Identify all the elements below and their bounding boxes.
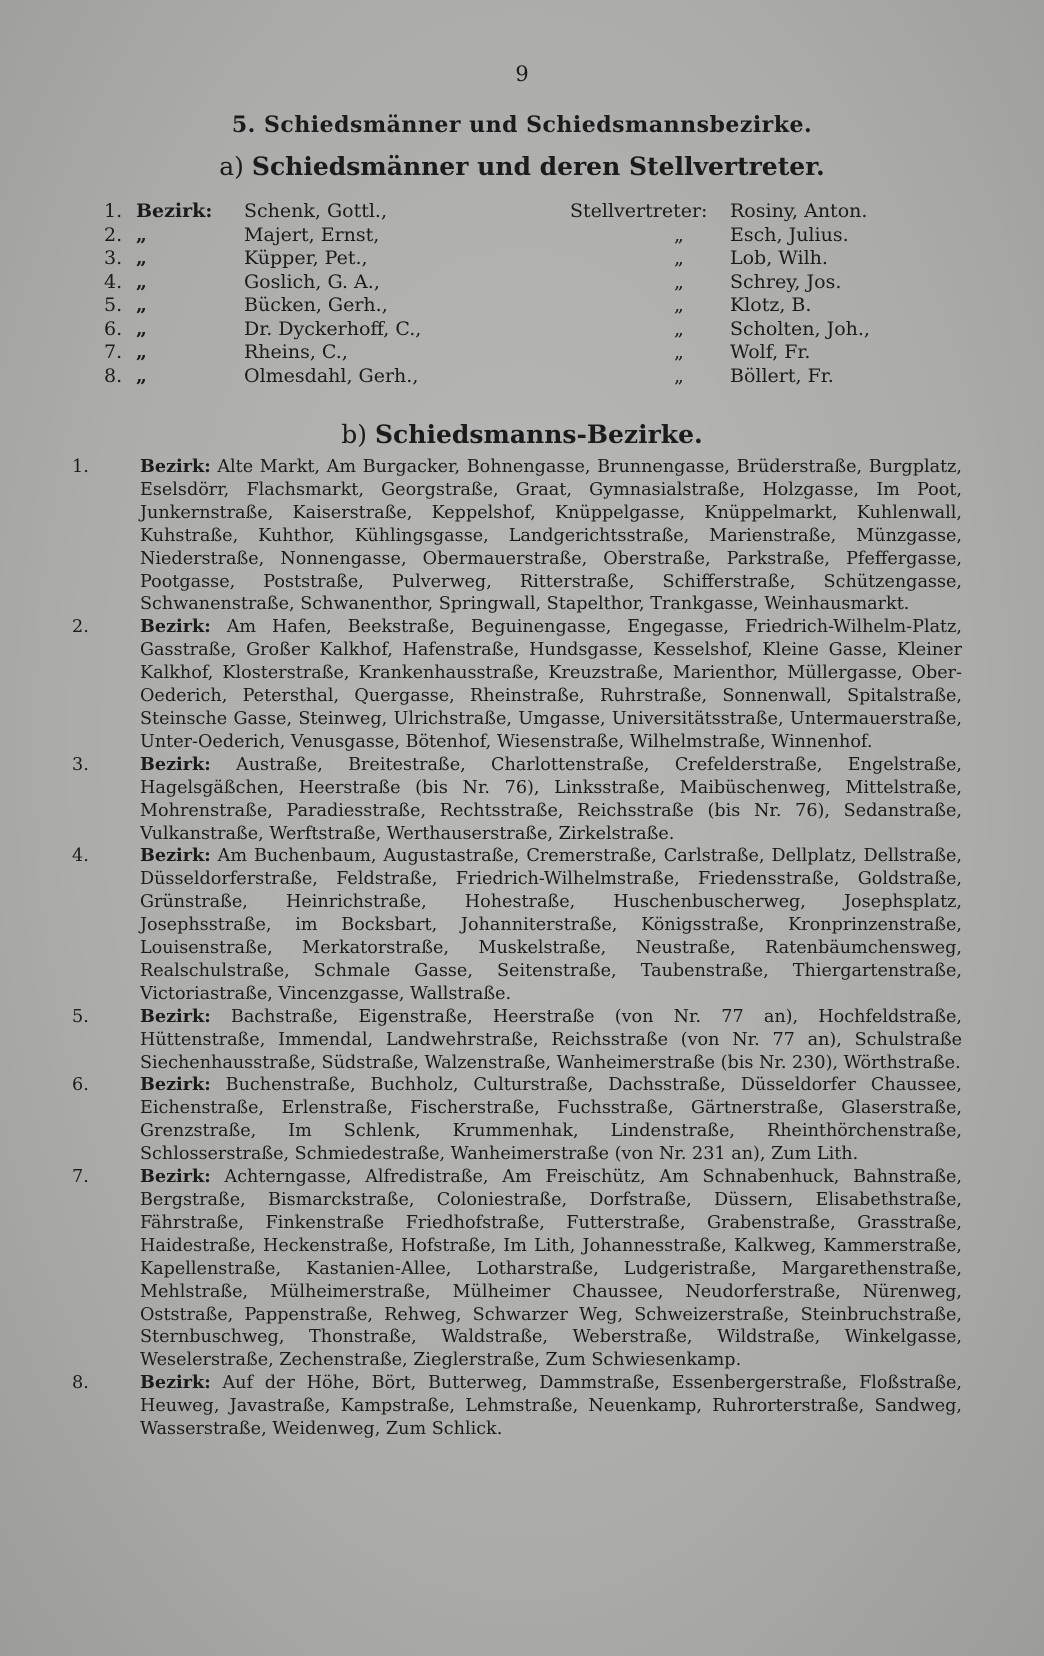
district-label: Bezirk: xyxy=(140,845,211,867)
deputy-name: Rosiny, Anton. xyxy=(730,200,868,222)
district-number: 2. xyxy=(72,617,89,638)
arbitrator-name: Olmesdahl, Gerh., xyxy=(244,364,419,387)
arbitrator-name: Majert, Ernst, xyxy=(244,223,380,246)
district-number: 5. xyxy=(104,294,123,316)
arbitrator-name: Schenk, Gottl., xyxy=(244,200,388,222)
section-title: 5. Schiedsmänner und Schiedsmannsbezirke. xyxy=(231,112,813,138)
districts-list xyxy=(72,456,962,1441)
deputy-label: Stellvertreter: xyxy=(570,200,708,222)
representative-row xyxy=(104,247,904,271)
page-number: 9 xyxy=(515,62,529,86)
deputy-name: Klotz, B. xyxy=(730,294,812,316)
district-paragraph xyxy=(72,1006,962,1075)
representatives-list xyxy=(104,200,904,388)
district-number: 1. xyxy=(72,457,89,477)
district-label: Bezirk: xyxy=(140,1372,211,1394)
deputy-name: Scholten, Joh., xyxy=(730,317,870,340)
subsection-a-tag: a) xyxy=(219,152,244,181)
representative-row xyxy=(104,318,904,342)
deputy-ditto-mark: „ xyxy=(674,247,684,269)
district-label: Bezirk: xyxy=(136,200,213,222)
district-paragraph xyxy=(72,616,962,753)
district-streets: Austraße, Breitestraße, Charlottenstraße, Crefelderstraße, Engelstraße, Hagelsgäßchen, Heerstraße (bis Nr. 76), Linksstraße, Maibüschenweg, Mittelstraße, Mohrenstraße, Paradiesstraße, Rechtsstraße, Reichsstraße (bis Nr. 76), Sedanstraße, Vulkanstraße, Werftstraße, Werthauserstraße, Zirkelstraße. xyxy=(140,754,963,844)
deputy-name: Böllert, Fr. xyxy=(730,364,834,387)
district-number: 3. xyxy=(72,754,89,775)
district-label: „ xyxy=(136,270,147,293)
district-streets: Am Buchenbaum, Augustastraße, Cremerstraße, Carlstraße, Dellplatz, Dellstraße, Düsseldorferstraße, Feldstraße, Friedrich-Wilhelmstraße, Friedensstraße, Goldstraße, Grünstraße, Heinrichstraße, Hohestraße, Huschenbuscherweg, Josephsplatz, Josephsstraße, im Bocksbart, Johanniterstraße, Königsstraße, Kronprinzenstraße, Louisenstraße, Merkatorstraße, Muskelstraße, Neustraße, Ratenbäumchensweg, Realschulstraße, Schmale Gasse, Seitenstraße, Taubenstraße, Thiergartenstraße, Victoriastraße, Vincenzgasse, Wallstraße. xyxy=(140,846,962,1004)
district-number: 8. xyxy=(72,1373,89,1394)
district-label: Bezirk: xyxy=(140,1074,211,1096)
arbitrator-name: Küpper, Pet., xyxy=(244,247,368,269)
district-number: 3. xyxy=(104,247,123,269)
deputy-ditto-mark: „ xyxy=(674,364,684,387)
arbitrator-name: Bücken, Gerh., xyxy=(244,294,388,316)
district-label: Bezirk: xyxy=(140,1005,211,1027)
district-number: 1. xyxy=(104,200,123,222)
deputy-name: Wolf, Fr. xyxy=(730,341,811,363)
representative-row xyxy=(104,294,904,318)
subsection-b-title: Schiedsmanns-Bezirke. xyxy=(375,420,703,449)
deputy-ditto-mark: „ xyxy=(674,270,684,293)
district-streets: Buchenstraße, Buchholz, Culturstraße, Dachsstraße, Düsseldorfer Chaussee, Eichenstraße, Erlenstraße, Fischerstraße, Fuchsstraße, Gärtnerstraße, Glaserstraße, Grenzstraße, Im Schlenk, Krummenhak, Lindenstraße, Rheinthörchenstraße, Schlosserstraße, Schmiedestraße, Wanheimerstraße (von Nr. 231 an), Zum Lith. xyxy=(140,1075,962,1165)
district-number: 5. xyxy=(72,1006,89,1027)
arbitrator-name: Goslich, G. A., xyxy=(244,270,380,293)
district-streets: Alte Markt, Am Burgacker, Bohnengasse, Brunnengasse, Brüderstraße, Burgplatz, Eselsdörr, Flachsmarkt, Georgstraße, Graat, Gymnasialstraße, Holzgasse, Im Poot, Junkernstraße, Kaiserstraße, Keppelshof, Knüppelgasse, Knüppelmarkt, Kuhlenwall, Kuhstraße, Kuhthor, Kühlingsgasse, Landgerichtsstraße, Marienstraße, Münzgasse, Niederstraße, Nonnengasse, Obermauerstraße, Oberstraße, Parkstraße, Pfeffergasse, Pootgasse, Poststraße, Pulverweg, Ritterstraße, Schifferstraße, Schützengasse, Schwanenstraße, Schwanenthor, Springwall, Stapelthor, Trankgasse, Weinhausmarkt. xyxy=(140,457,963,615)
representative-row xyxy=(104,200,904,224)
district-number: 4. xyxy=(104,270,123,293)
district-streets: Auf der Höhe, Bört, Butterweg, Dammstraße, Essenbergerstraße, Floßstraße, Heuweg, Javastraße, Kampstraße, Lehmstraße, Neuenkamp, Ruhrorterstraße, Sandweg, Wasserstraße, Weidenweg, Zum Schlick. xyxy=(140,1373,963,1440)
district-paragraph xyxy=(72,754,962,846)
district-paragraph xyxy=(72,845,962,1005)
deputy-ditto-mark: „ xyxy=(674,317,684,340)
district-label: Bezirk: xyxy=(140,753,211,775)
deputy-name: Lob, Wilh. xyxy=(730,247,828,269)
district-paragraph xyxy=(72,1166,962,1372)
district-number: 6. xyxy=(104,317,123,340)
district-label: Bezirk: xyxy=(140,1166,211,1188)
district-number: 4. xyxy=(72,846,89,867)
district-number: 7. xyxy=(104,341,123,363)
subsection-b-heading xyxy=(0,420,1044,449)
representative-row xyxy=(104,271,904,295)
district-label: „ xyxy=(136,364,147,387)
district-paragraph xyxy=(72,1372,962,1441)
deputy-ditto-mark: „ xyxy=(674,294,684,316)
district-label: „ xyxy=(136,341,147,363)
district-number: 7. xyxy=(72,1167,89,1188)
district-label: Bezirk: xyxy=(140,456,211,477)
subsection-a-heading xyxy=(0,152,1044,181)
district-streets: Bachstraße, Eigenstraße, Heerstraße (von Nr. 77 an), Hochfeldstraße, Hüttenstraße, Immendal, Landwehrstraße, Reichsstraße (von Nr. 77 an), Schulstraße Siechenhausstraße, Südstraße, Walzenstraße, Wanheimerstraße (bis Nr. 230), Wörthstraße. xyxy=(140,1006,962,1073)
deputy-ditto-mark: „ xyxy=(674,341,684,363)
district-streets: Achterngasse, Alfredistraße, Am Freischütz, Am Schnabenhuck, Bahnstraße, Bergstraße, Bismarckstraße, Coloniestraße, Dorfstraße, Düssern, Elisabethstraße, Fährstraße, Finkenstraße Friedhofstraße, Futterstraße, Grabenstraße, Grasstraße, Haidestraße, Heckenstraße, Hofstraße, Im Lith, Johannesstraße, Kalkweg, Kammerstraße, Kapellenstraße, Kastanien-Allee, Lotharstraße, Ludgeristraße, Margarethenstraße, Mehlstraße, Mülheimerstraße, Mülheimer Chaussee, Neudorferstraße, Nürenweg, Oststraße, Pappenstraße, Rehweg, Schwarzer Weg, Schweizerstraße, Steinbruchstraße, Sternbuschweg, Thonstraße, Waldstraße, Weberstraße, Wildstraße, Winkelgasse, Weselerstraße, Zechenstraße, Zieglerstraße, Zum Schwiesenkamp. xyxy=(140,1167,963,1371)
deputy-name: Esch, Julius. xyxy=(730,223,849,246)
district-label: „ xyxy=(136,223,147,246)
representative-row xyxy=(104,224,904,248)
deputy-ditto-mark: „ xyxy=(674,223,684,246)
representative-row xyxy=(104,365,904,389)
arbitrator-name: Rheins, C., xyxy=(244,341,348,363)
arbitrator-name: Dr. Dyckerhoff, C., xyxy=(244,317,422,340)
district-paragraph xyxy=(72,1074,962,1166)
district-label: „ xyxy=(136,317,147,340)
district-number: 6. xyxy=(72,1075,89,1096)
district-streets: Am Hafen, Beekstraße, Beguinengasse, Engegasse, Friedrich-Wilhelm-Platz, Gasstraße, Großer Kalkhof, Hafenstraße, Hundsgasse, Kesselshof, Kleine Gasse, Kleiner Kalkhof, Klosterstraße, Krankenhausstraße, Kreuzstraße, Marienthor, Müllergasse, Ober-Oederich, Petersthal, Quergasse, Rheinstraße, Ruhrstraße, Sonnenwall, Spitalstraße, Steinsche Gasse, Steinweg, Ulrichstraße, Umgasse, Universitätsstraße, Untermauerstraße, Unter-Oederich, Venusgasse, Bötenhof, Wiesenstraße, Wilhelmstraße, Winnenhof. xyxy=(140,617,962,752)
district-label: „ xyxy=(136,294,147,316)
deputy-name: Schrey, Jos. xyxy=(730,270,842,293)
district-label: „ xyxy=(136,247,147,269)
subsection-b-tag: b) xyxy=(341,420,368,449)
district-number: 2. xyxy=(104,223,123,246)
district-number: 8. xyxy=(104,364,123,387)
district-paragraph xyxy=(72,456,962,616)
representative-row xyxy=(104,341,904,365)
subsection-a-title: Schiedsmänner und deren Stellvertreter. xyxy=(251,152,825,181)
district-label: Bezirk: xyxy=(140,616,211,638)
